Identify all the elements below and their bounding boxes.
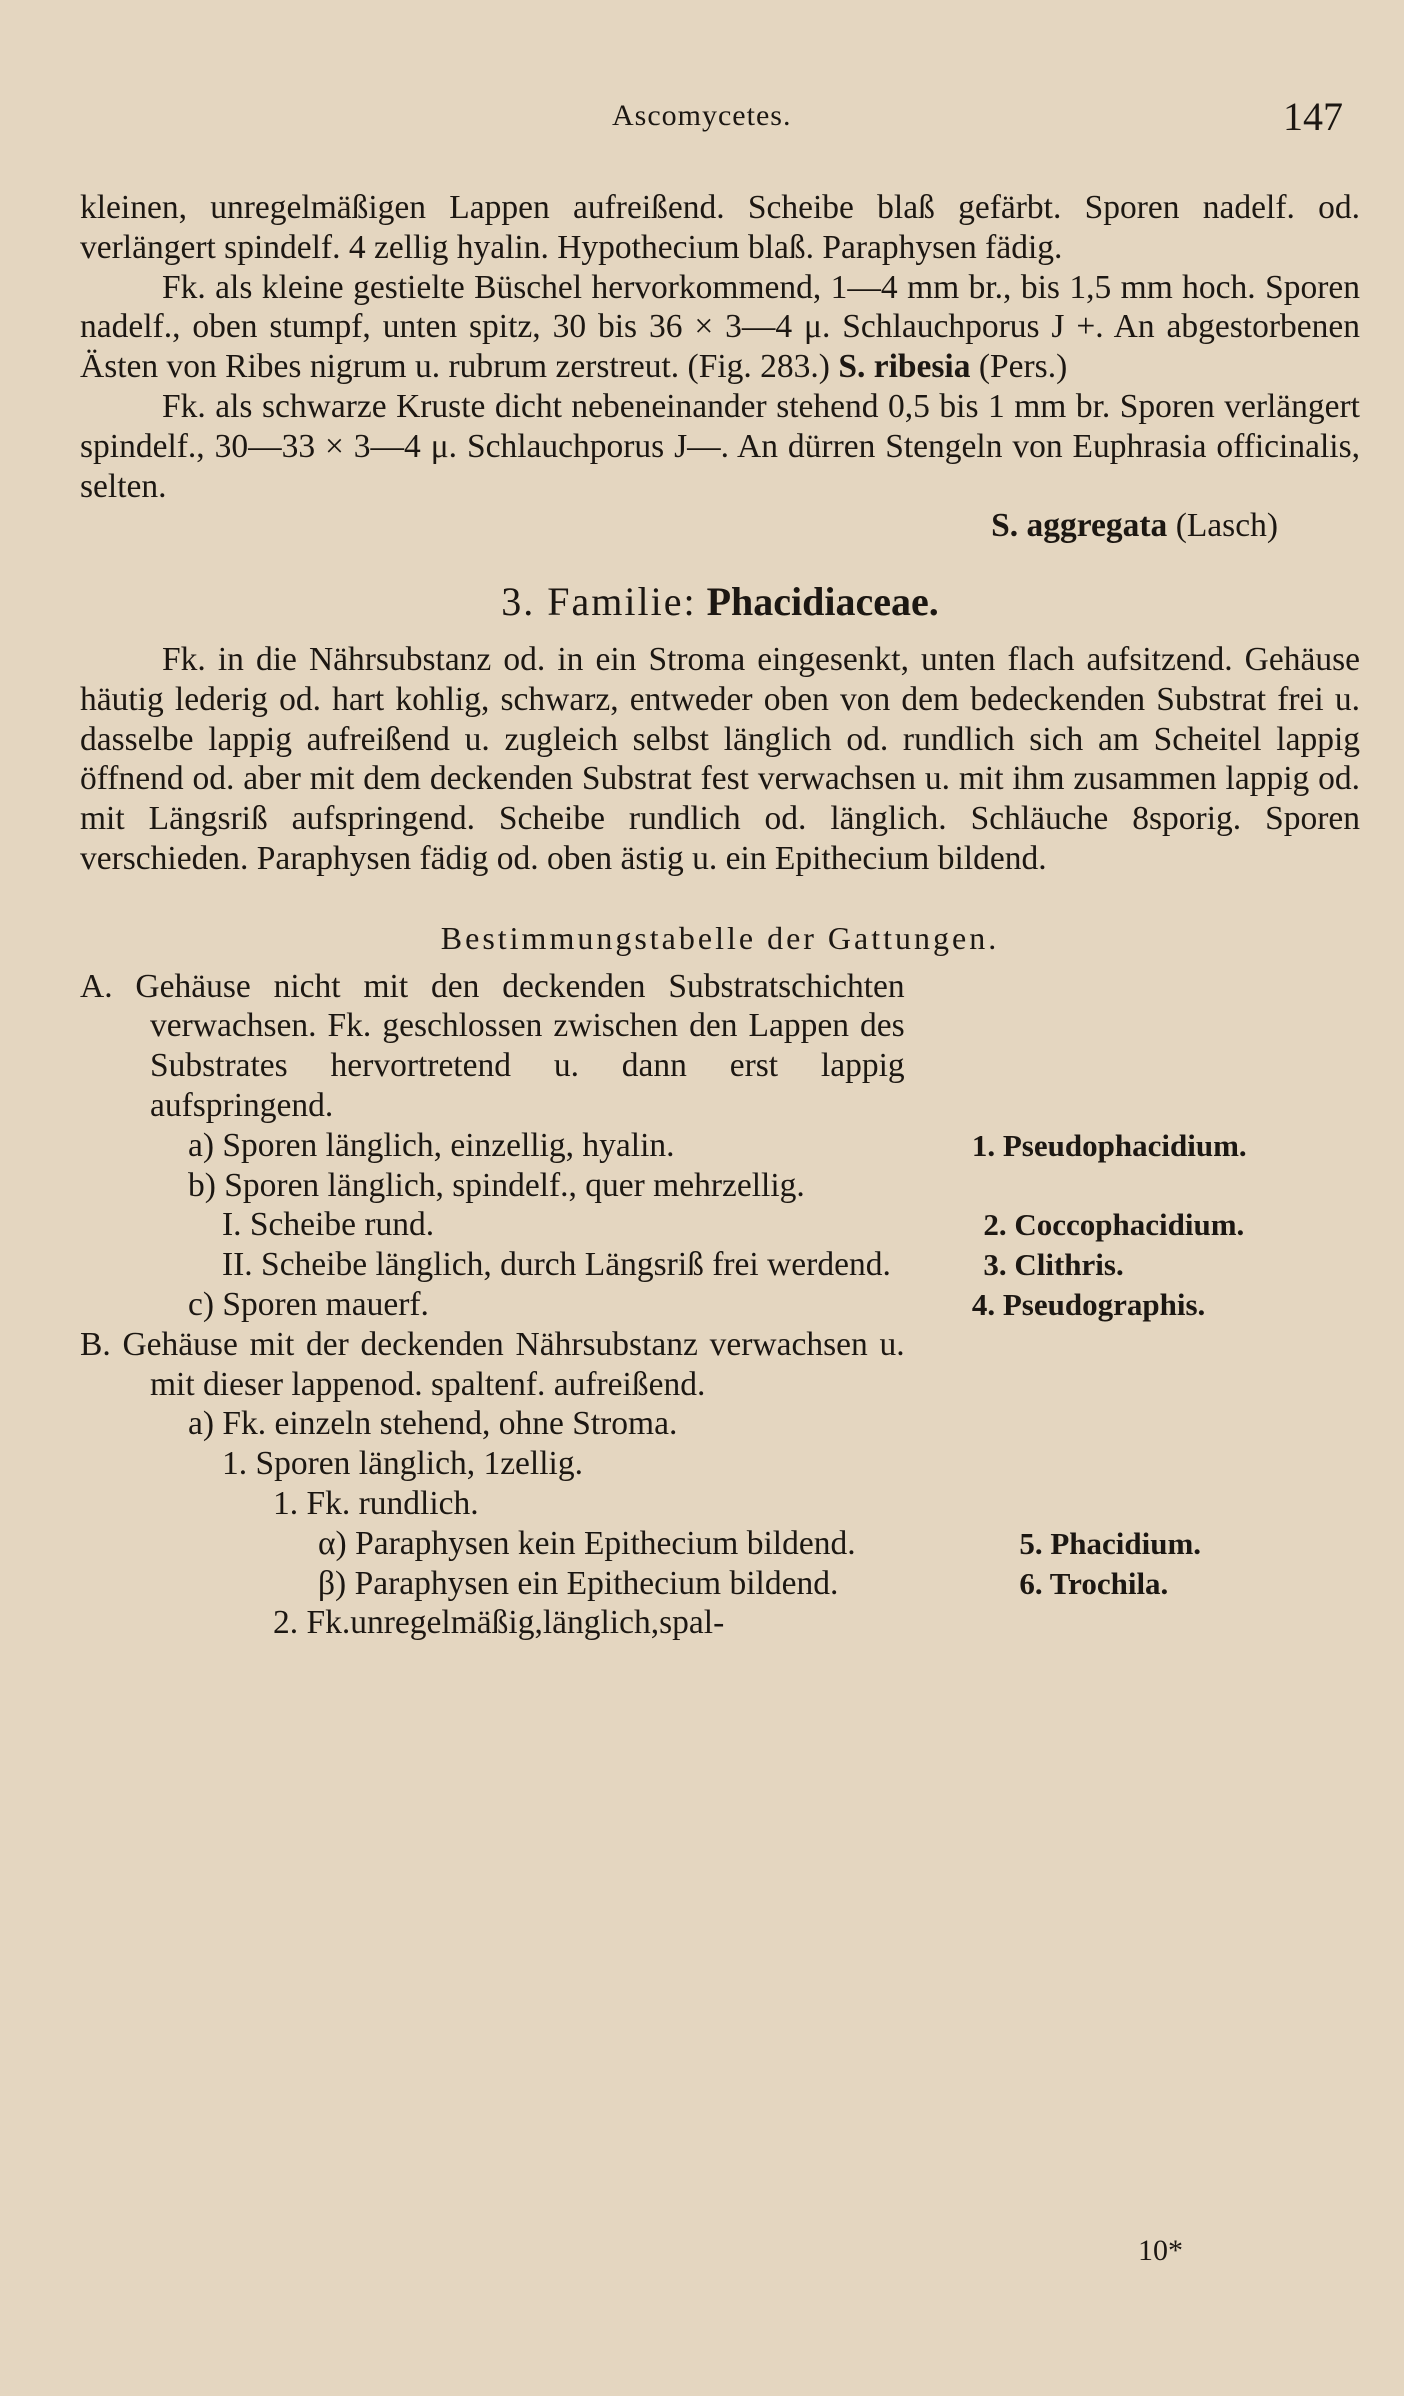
signature-mark: 10* <box>1138 2234 1183 2267</box>
family-name: Phacidiaceae. <box>706 579 939 625</box>
key-text: α) Paraphysen kein Epithecium bildend. <box>318 1524 856 1562</box>
key-genus: 3. Clithris. <box>983 1247 1124 1283</box>
key-row <box>80 1484 1360 1524</box>
key-row <box>80 1444 1360 1484</box>
key-row <box>80 1285 1360 1325</box>
page-body <box>80 188 1360 1643</box>
key-row <box>80 967 1360 1126</box>
key-row <box>80 1126 1360 1166</box>
key-text: I. Scheibe rund. <box>222 1206 435 1244</box>
key-row <box>80 1205 1360 1245</box>
page-number: 147 <box>1283 94 1343 139</box>
key-text: β) Paraphysen ein Epithecium bildend. <box>318 1564 839 1602</box>
key-text: a) Sporen länglich, einzellig, hyalin. <box>188 1126 675 1164</box>
paragraph-aggregata: Fk. als schwarze Kruste dicht nebeneinander stehend 0,5 bis 1 mm br. Sporen verlängert spindelf., 30—33 × 3—4 μ. Schlauchporus J—. An dürren Stengeln von Euphrasia officinalis, selten. <box>80 387 1360 505</box>
species-name: S. ribesia <box>838 348 971 386</box>
key-text: II. Scheibe länglich, durch Längsriß frei werdend. <box>222 1246 891 1284</box>
key-heading: Bestimmungstabelle der Gattungen. <box>440 919 1000 956</box>
running-title: Ascomycetes. <box>612 99 792 132</box>
key-text: c) Sporen mauerf. <box>188 1285 429 1323</box>
key-text: B. Gehäuse mit der deckenden Nährsubstanz verwachsen u. mit dieser lappenod. spaltenf. aufreißend. <box>80 1325 905 1403</box>
key-genus: 5. Phacidium. <box>1019 1525 1202 1561</box>
key-row <box>80 1166 1360 1206</box>
key-row <box>80 1524 1360 1564</box>
page-header <box>0 95 1404 145</box>
key-row <box>80 1603 1360 1643</box>
key-genus: 6. Trochila. <box>1019 1565 1169 1601</box>
key-genus: 4. Pseudographis. <box>971 1286 1206 1322</box>
key-row <box>80 1404 1360 1444</box>
paragraph-ribesia <box>80 268 1360 387</box>
key-genus: 2. Coccophacidium. <box>983 1207 1245 1243</box>
key-row <box>80 1245 1360 1285</box>
family-heading <box>80 579 1360 625</box>
species-author: (Lasch) <box>1175 507 1278 545</box>
paragraph-continuation: kleinen, unregelmäßigen Lappen aufreißend. Scheibe blaß gefärbt. Sporen nadelf. od. verlängert spindelf. 4 zellig hyalin. Hypothecium blaß. Paraphysen fädig. <box>80 189 1360 266</box>
key-text: b) Sporen länglich, spindelf., quer mehrzellig. <box>188 1166 805 1204</box>
key-text: A. Gehäuse nicht mit den deckenden Substratschichten verwachsen. Fk. geschlossen zwischen den Lappen des Substrates hervortretend u. dann erst lappig aufspringend. <box>80 967 905 1124</box>
key-row <box>80 1325 1360 1405</box>
key-text: 1. Fk. rundlich. <box>273 1484 479 1522</box>
determination-key <box>80 967 1360 1644</box>
key-text: 1. Sporen länglich, 1zellig. <box>222 1445 583 1483</box>
key-row <box>80 1564 1360 1604</box>
key-text: a) Fk. einzeln stehend, ohne Stroma. <box>188 1405 678 1443</box>
species-line <box>80 506 1360 546</box>
family-description: Fk. in die Nährsubstanz od. in ein Stroma eingesenkt, unten flach aufsitzend. Gehäuse häutig lederig od. hart kohlig, schwarz, entweder oben von dem bedeckenden Substrat frei u. dasselbe lappig aufreißend u. zugleich selbst länglich od. rundlich sich am Scheitel lappig öffnend od. aber mit dem deckenden Substrat fest verwachsen u. mit ihm zusammen lappig od. mit Längsriß aufspringend. Scheibe rundlich od. länglich. Schläuche 8sporig. Sporen verschieden. Paraphysen fädig od. oben ästig u. ein Epithecium bildend. <box>80 640 1360 877</box>
species-author: (Pers.) <box>978 348 1068 386</box>
key-genus: 1. Pseudophacidium. <box>971 1127 1247 1163</box>
key-text: 2. Fk.unregelmäßig,länglich,spal- <box>273 1604 725 1642</box>
family-label: 3. Familie: <box>501 579 697 625</box>
species-name: S. aggregata <box>991 507 1168 545</box>
paragraph-text: Fk. als kleine gestielte Büschel hervorkommend, 1—4 mm br., bis 1,5 mm hoch. Sporen nadelf., oben stumpf, unten spitz, 30 bis 36 × 3—4 μ. Schlauchporus J +. An abgestorbenen Ästen von Ribes nigrum u. rubrum zerstreut. (Fig. 283.) <box>80 268 1360 386</box>
